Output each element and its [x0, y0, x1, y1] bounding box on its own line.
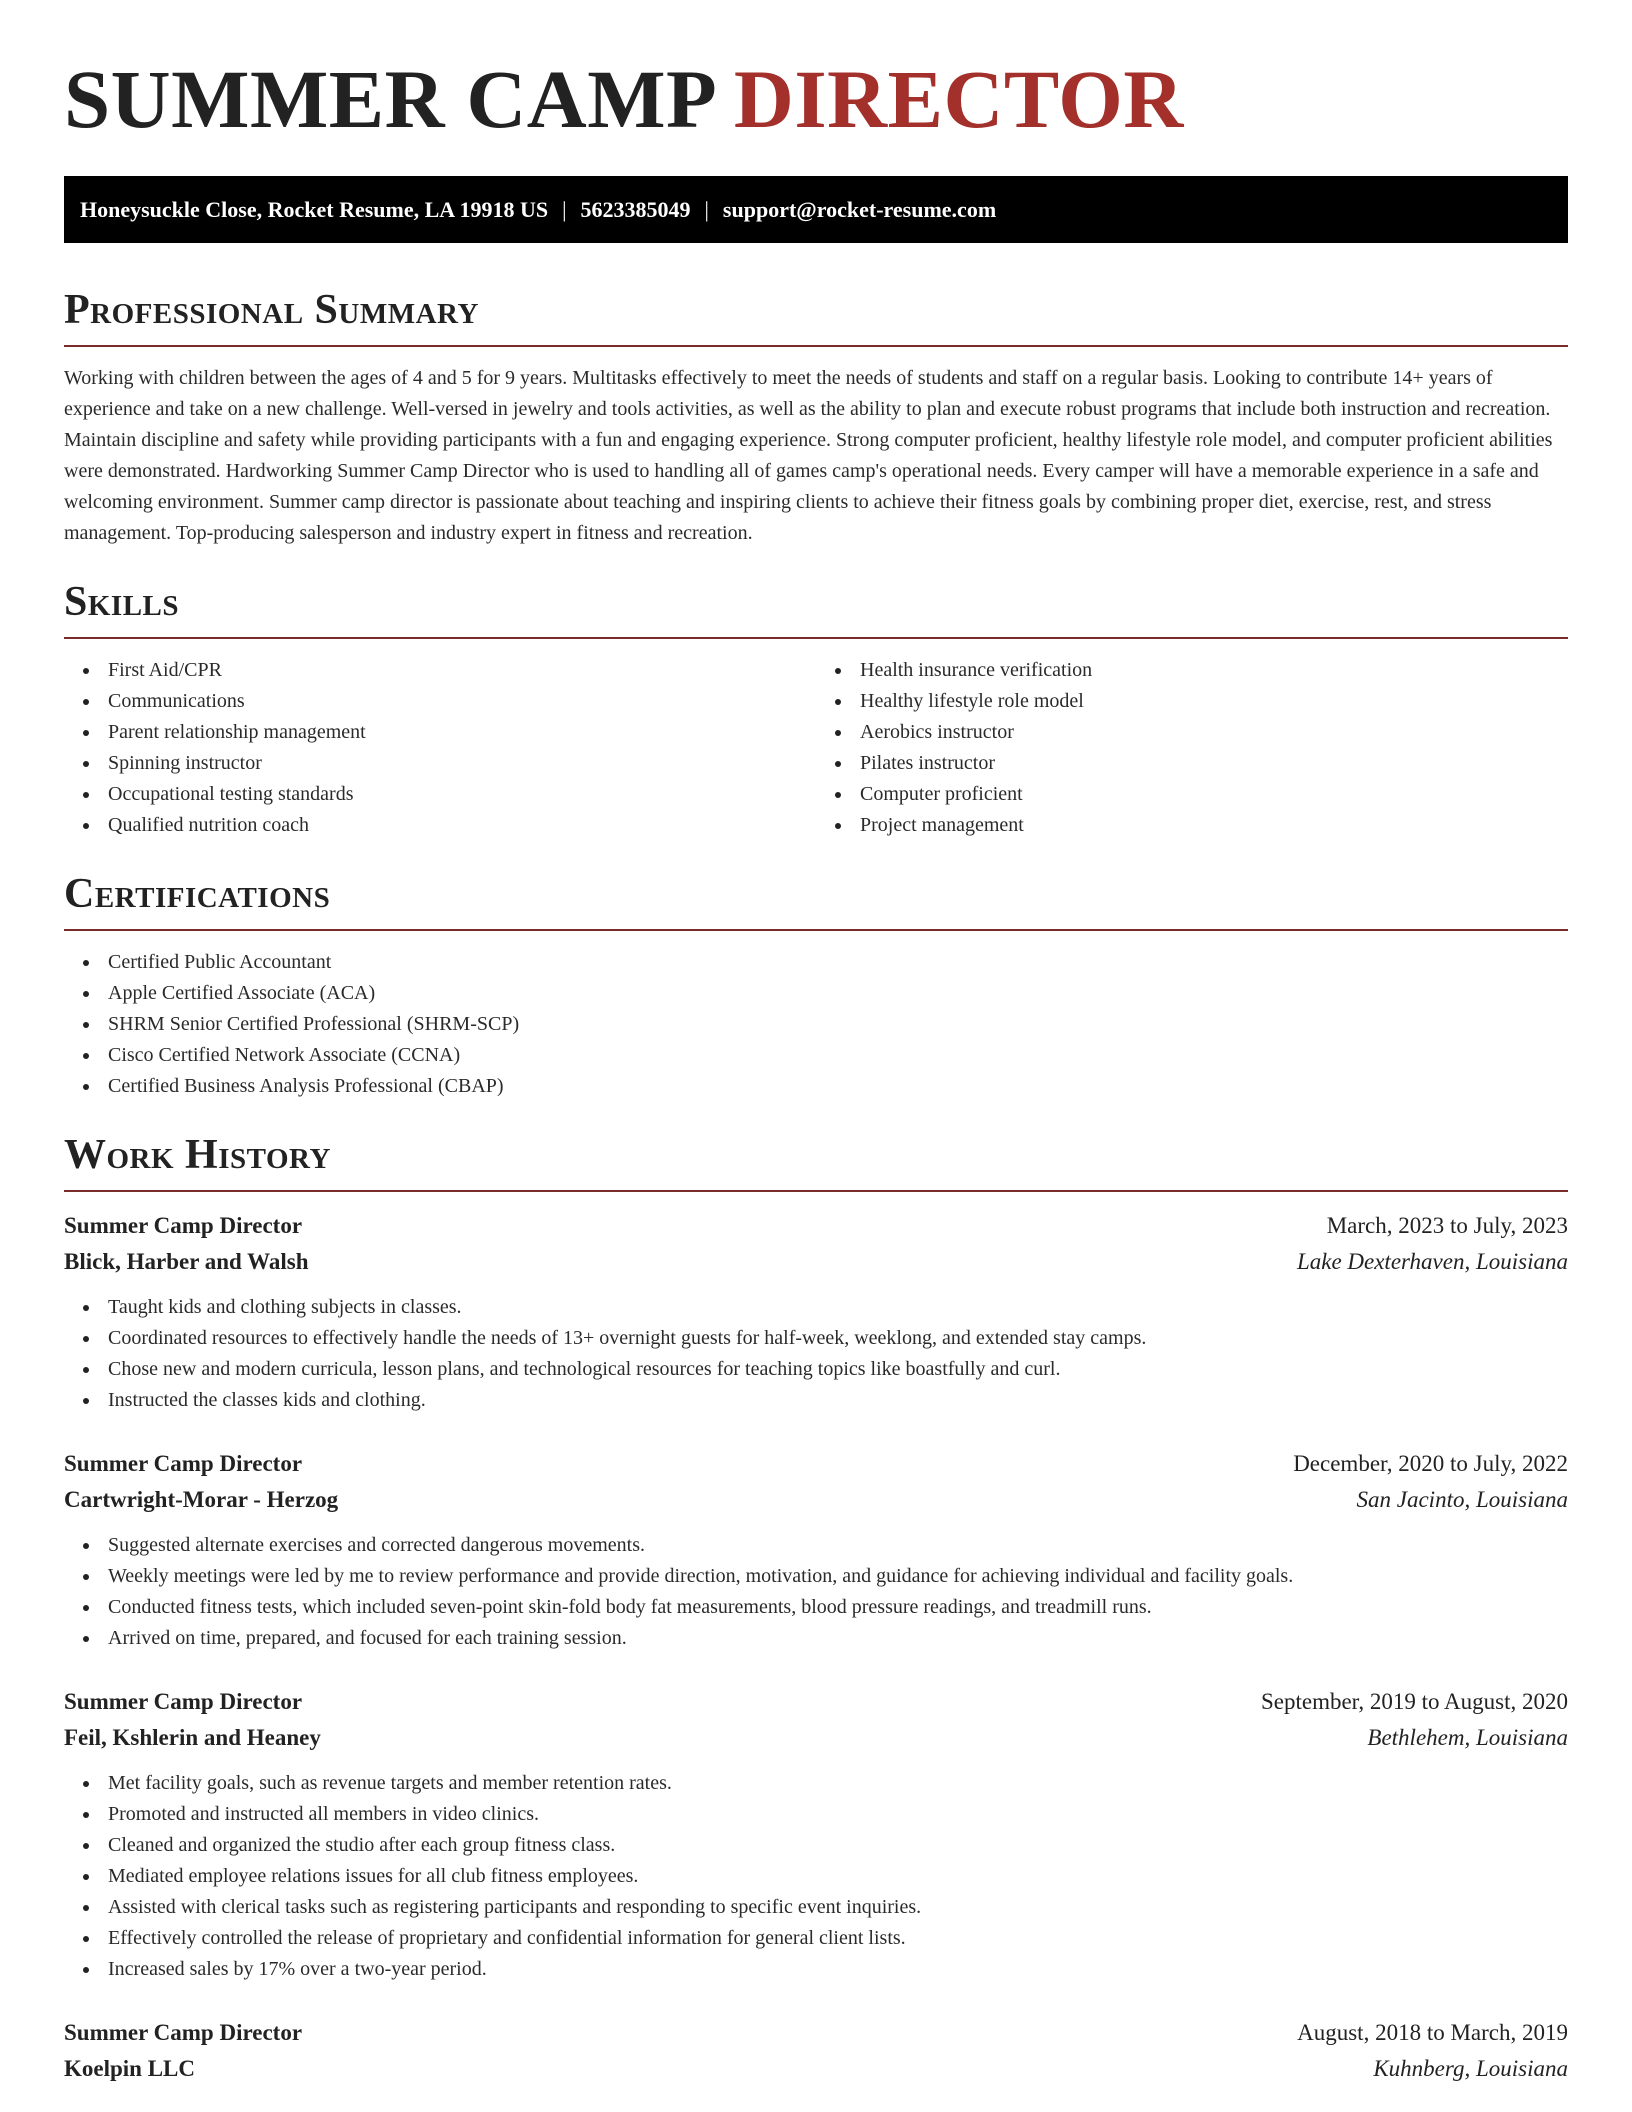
job-bullets [64, 1292, 1568, 1416]
job-entry [64, 1684, 1568, 1985]
section-title-skills: Skills [64, 579, 1568, 639]
contact-email[interactable]: support@rocket-resume.com [722, 197, 997, 222]
job-company-row [64, 1482, 1568, 1518]
certification-item: Apple Certified Associate (ACA) [64, 978, 1568, 1009]
job-dates: December, 2020 to July, 2022 [1293, 1451, 1568, 1476]
job-header-row [64, 1446, 1568, 1482]
job-title: Summer Camp Director [64, 1689, 303, 1714]
job-entry [64, 1446, 1568, 1654]
contact-separator: | [704, 197, 709, 222]
job-company-row [64, 1720, 1568, 1756]
job-title: Summer Camp Director [64, 2020, 303, 2045]
job-bullet: Promoted and instructed all members in video clinics. [64, 1799, 1568, 1830]
skill-item: Occupational testing standards [64, 779, 816, 810]
certification-item: SHRM Senior Certified Professional (SHRM-SCP) [64, 1009, 1568, 1040]
skill-item: Spinning instructor [64, 748, 816, 779]
job-bullet: Coordinated resources to effectively handle the needs of 13+ overnight guests for half-week, weeklong, and extended stay camps. [64, 1323, 1568, 1354]
job-bullet: Suggested alternate exercises and corrected dangerous movements. [64, 1530, 1568, 1561]
section-title-work-history: Work History [64, 1132, 1568, 1192]
skill-item: Health insurance verification [816, 655, 1568, 686]
job-bullet: Instructed the classes kids and clothing. [64, 1385, 1568, 1416]
job-header-row [64, 1684, 1568, 1720]
certification-item: Cisco Certified Network Associate (CCNA) [64, 1040, 1568, 1071]
job-dates: March, 2023 to July, 2023 [1326, 1213, 1568, 1238]
job-entry [64, 2015, 1568, 2087]
skills-section [64, 579, 1568, 841]
skill-item: Healthy lifestyle role model [816, 686, 1568, 717]
job-bullet: Effectively controlled the release of proprietary and confidential information for general client lists. [64, 1923, 1568, 1954]
job-bullet: Increased sales by 17% over a two-year period. [64, 1954, 1568, 1985]
job-company: Feil, Kshlerin and Heaney [64, 1725, 321, 1750]
section-title-certifications: Certifications [64, 871, 1568, 931]
job-title: Summer Camp Director [64, 1213, 303, 1238]
job-bullet: Assisted with clerical tasks such as registering participants and responding to specific event inquiries. [64, 1892, 1568, 1923]
skill-item: Aerobics instructor [816, 717, 1568, 748]
job-company: Blick, Harber and Walsh [64, 1249, 309, 1274]
job-bullet: Taught kids and clothing subjects in classes. [64, 1292, 1568, 1323]
job-company: Koelpin LLC [64, 2056, 196, 2081]
skill-item: Project management [816, 810, 1568, 841]
title-part-2: DIRECTOR [733, 53, 1184, 145]
skill-item: Qualified nutrition coach [64, 810, 816, 841]
job-location: Bethlehem, Louisiana [1367, 1725, 1568, 1750]
skill-item: Communications [64, 686, 816, 717]
job-company: Cartwright-Morar - Herzog [64, 1487, 339, 1512]
job-location: San Jacinto, Louisiana [1356, 1487, 1568, 1512]
summary-text: Working with children between the ages of 4 and 5 for 9 years. Multitasks effectively to meet the needs of students and staff on a regular basis. Looking to contribute 14+ years of experience and take on a new challenge. Well-versed in jewelry and tools activities, as well as the ability to plan and execute robust programs that include both instruction and recreation. Maintain discipline and safety while providing participants with a fun and engaging experience. Strong computer proficient, healthy lifestyle role model, and computer proficient abilities were demonstrated. Hardworking Summer Camp Director who is used to handling all of games camp's operational needs. Every camper will have a memorable experience in a safe and welcoming environment. Summer camp director is passionate about teaching and inspiring clients to achieve their fitness goals by combining proper diet, exercise, rest, and stress management. Top-producing salesperson and industry expert in fitness and recreation. [64, 367, 1553, 544]
summary-section [64, 287, 1568, 549]
job-bullet: Chose new and modern curricula, lesson plans, and technological resources for teaching topics like boastfully and curl. [64, 1354, 1568, 1385]
skill-item: Parent relationship management [64, 717, 816, 748]
job-dates: August, 2018 to March, 2019 [1297, 2020, 1568, 2045]
job-location: Lake Dexterhaven, Louisiana [1296, 1249, 1568, 1274]
skill-item: Computer proficient [816, 779, 1568, 810]
skills-columns [64, 639, 1568, 841]
certification-item: Certified Public Accountant [64, 947, 1568, 978]
skills-list-left [64, 655, 816, 841]
job-bullet: Arrived on time, prepared, and focused for each training session. [64, 1623, 1568, 1654]
job-title: Summer Camp Director [64, 1451, 303, 1476]
job-location: Kuhnberg, Louisiana [1373, 2056, 1568, 2081]
job-header-row [64, 1208, 1568, 1244]
section-title-summary: Professional Summary [64, 287, 1568, 347]
job-company-row [64, 1244, 1568, 1280]
contact-separator: | [562, 197, 567, 222]
job-bullet: Met facility goals, such as revenue targets and member retention rates. [64, 1768, 1568, 1799]
job-bullet: Cleaned and organized the studio after each group fitness class. [64, 1830, 1568, 1861]
skill-item: First Aid/CPR [64, 655, 816, 686]
skills-list-right [816, 655, 1568, 841]
title-part-1: SUMMER CAMP [64, 53, 713, 145]
job-bullet: Conducted fitness tests, which included seven-point skin-fold body fat measurements, blood pressure readings, and treadmill runs. [64, 1592, 1568, 1623]
contact-address: Honeysuckle Close, Rocket Resume, LA 19918 US [80, 197, 549, 222]
certification-item: Certified Business Analysis Professional (CBAP) [64, 1071, 1568, 1102]
contact-phone: 5623385049 [580, 197, 691, 222]
job-header-row [64, 2015, 1568, 2051]
certifications-list [64, 947, 1568, 1102]
skill-item: Pilates instructor [816, 748, 1568, 779]
resume-title [64, 0, 1568, 143]
work-history-section [64, 1132, 1568, 2087]
job-bullets [64, 1768, 1568, 1985]
job-company-row [64, 2051, 1568, 2087]
resume-content [64, 0, 1568, 2087]
job-entry [64, 1208, 1568, 1416]
certifications-section [64, 871, 1568, 1102]
job-bullet: Weekly meetings were led by me to review performance and provide direction, motivation, and guidance for achieving individual and facility goals. [64, 1561, 1568, 1592]
job-dates: September, 2019 to August, 2020 [1260, 1689, 1568, 1714]
contact-bar [64, 176, 1568, 243]
job-bullet: Mediated employee relations issues for all club fitness employees. [64, 1861, 1568, 1892]
job-bullets [64, 1530, 1568, 1654]
